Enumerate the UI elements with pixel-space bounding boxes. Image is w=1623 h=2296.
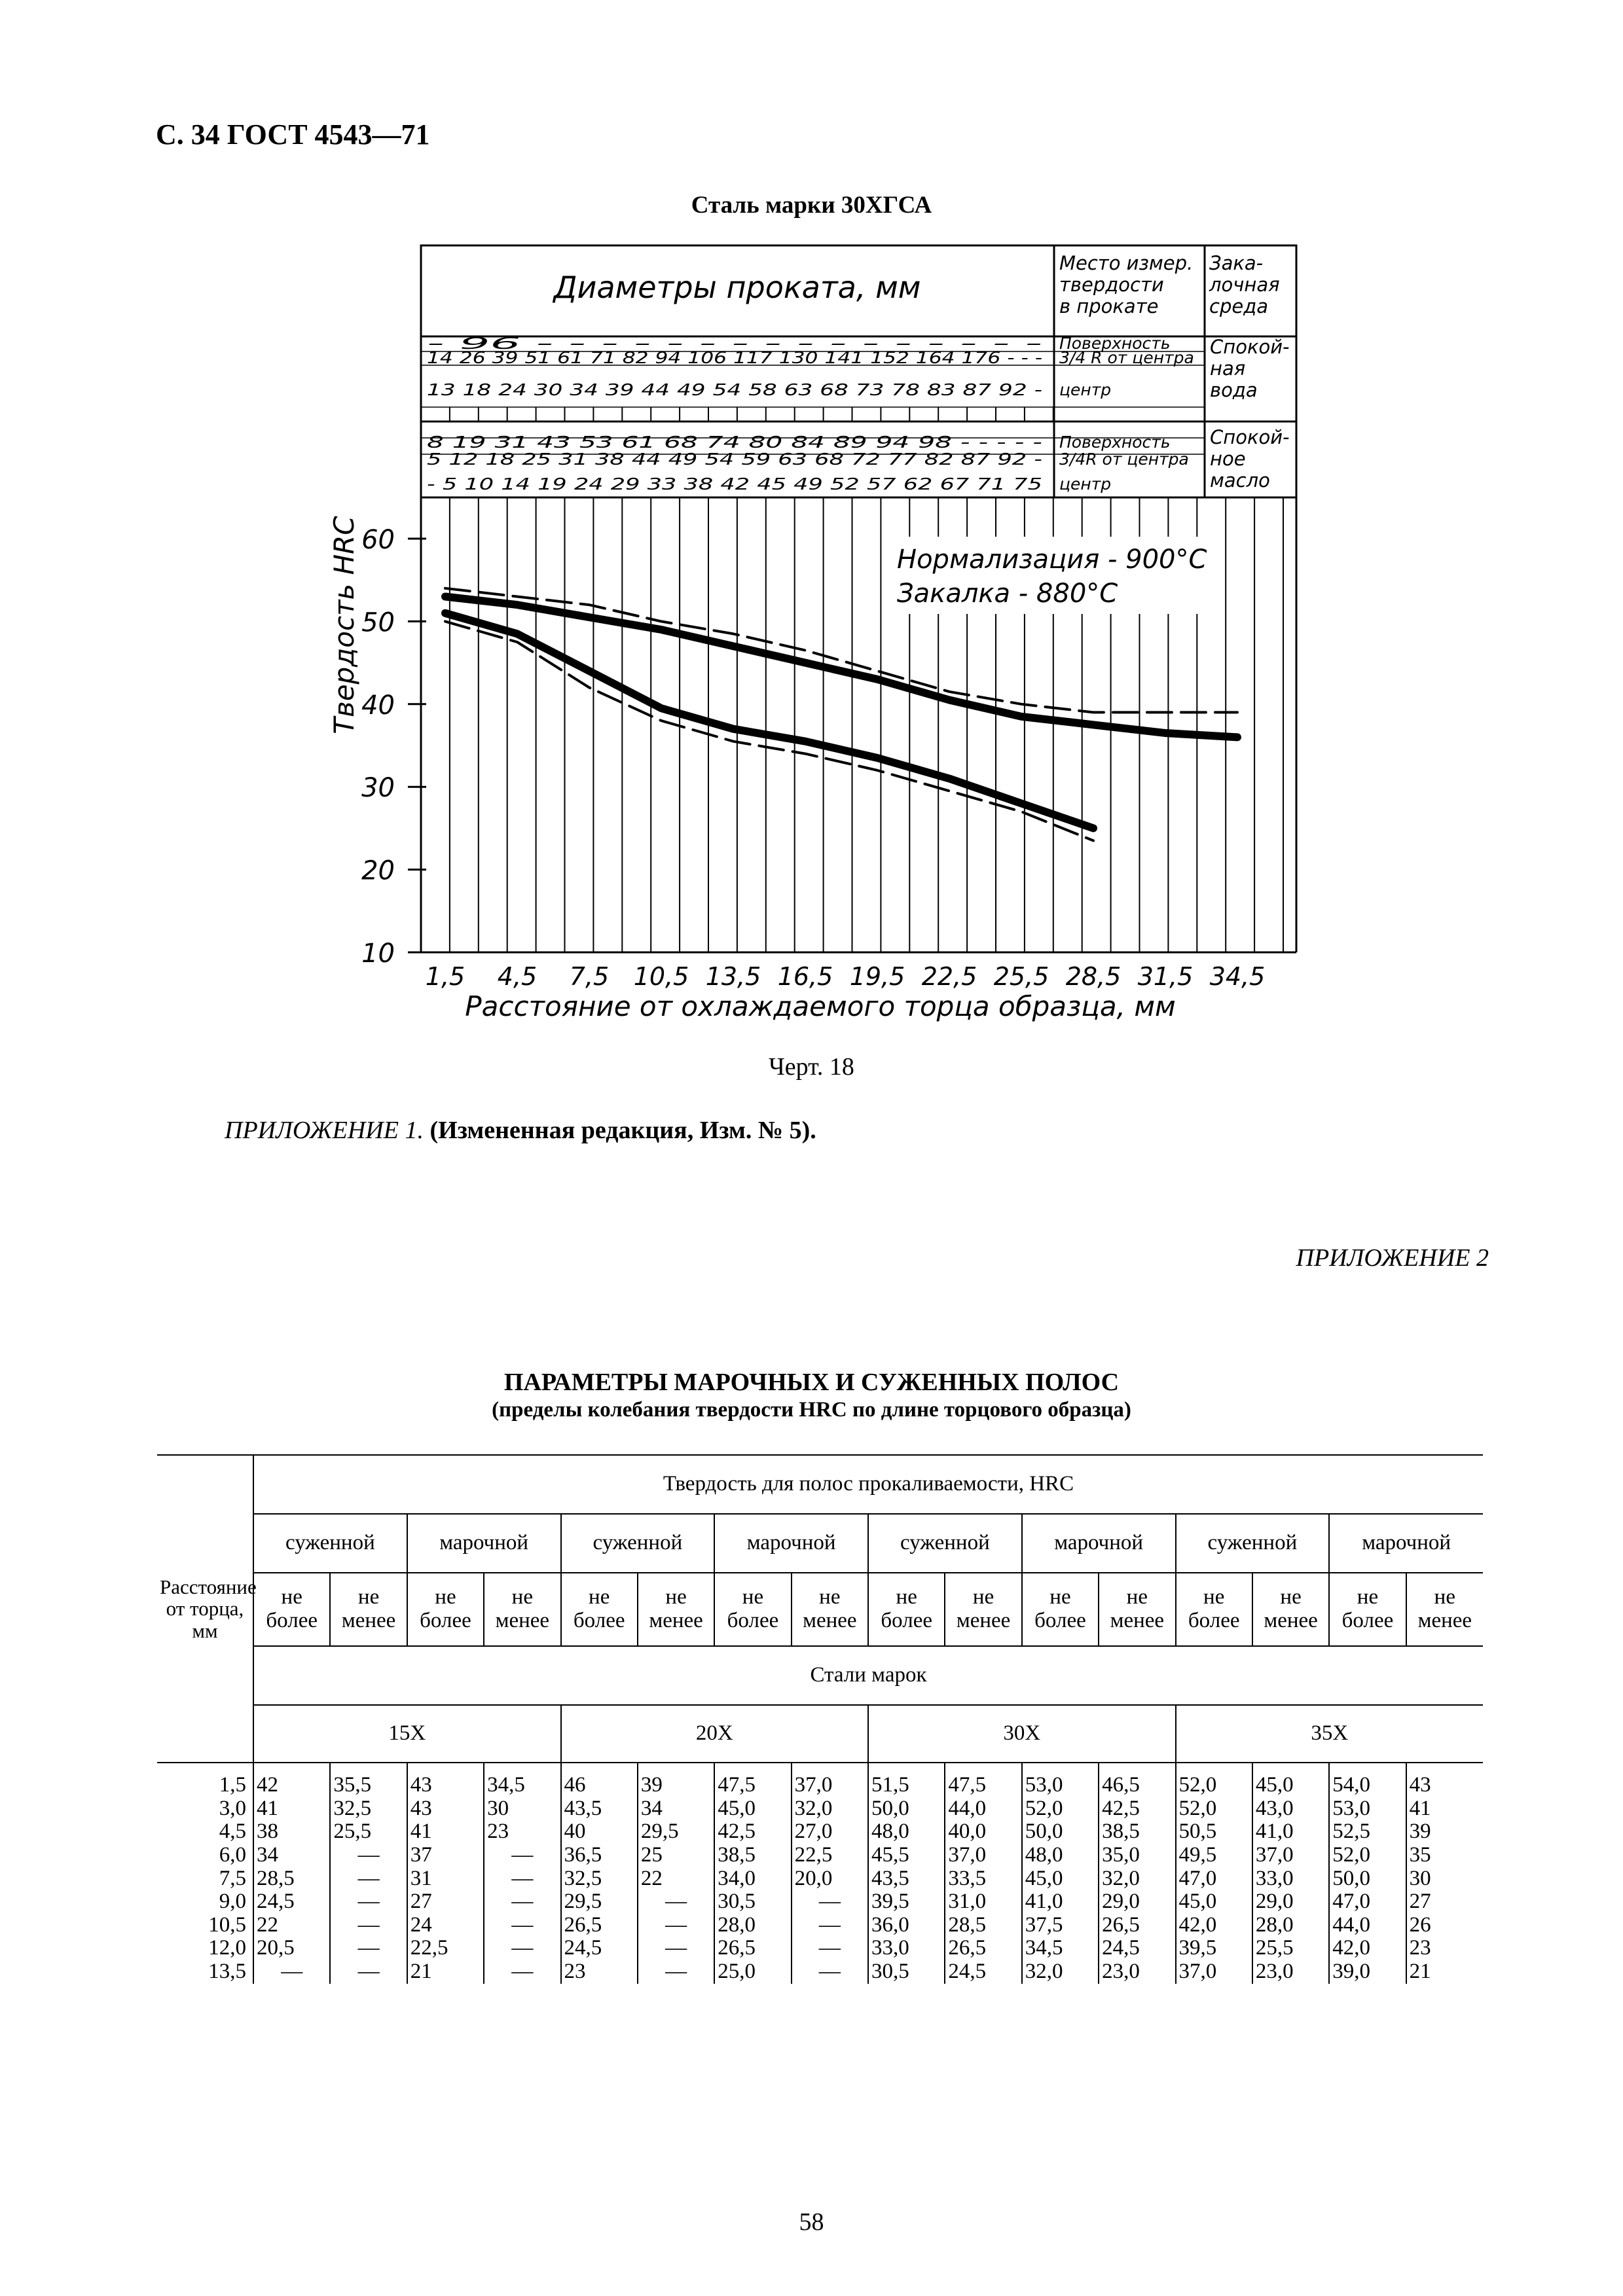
figure-caption: Черт. 18 — [769, 1053, 854, 1081]
hardness-cell: 26 — [1406, 1914, 1483, 1937]
hardness-cell: 43 — [1406, 1763, 1483, 1797]
y-tick-label: 20 — [361, 855, 395, 886]
hardness-cell: 42,5 — [1099, 1797, 1175, 1821]
hardness-cell: — — [330, 1890, 407, 1914]
limit-label: не более — [1329, 1573, 1406, 1646]
hardness-cell: 20,5 — [253, 1937, 330, 1960]
hardness-cell: 25 — [638, 1844, 714, 1867]
hardness-cell: 24,5 — [945, 1960, 1021, 1984]
appendix1-label: ПРИЛОЖЕНИЕ 1. — [225, 1117, 424, 1144]
hardness-cell: 21 — [1406, 1960, 1483, 1984]
hardness-cell: 52,0 — [1176, 1763, 1252, 1797]
diameter-row: 8 19 31 43 53 61 68 74 80 84 89 94 98 - - - - - — [427, 433, 1042, 452]
limit-label: не менее — [1099, 1573, 1175, 1646]
hardness-cell: 26,5 — [1099, 1914, 1175, 1937]
limit-label: не менее — [484, 1573, 560, 1646]
band-name: марочной — [714, 1514, 868, 1573]
hardness-cell: 23 — [561, 1960, 638, 1984]
limit-label: не менее — [945, 1573, 1021, 1646]
limit-label: не более — [407, 1573, 484, 1646]
hardness-cell: 24,5 — [1099, 1937, 1175, 1960]
hardness-cell: 27 — [1406, 1890, 1483, 1914]
hardness-cell: — — [638, 1890, 714, 1914]
steel-grade: 35Х — [1176, 1705, 1484, 1763]
hardness-cell: 45,0 — [1022, 1867, 1099, 1891]
place-label: центр — [1059, 380, 1112, 399]
medium-label: Спокой- — [1210, 336, 1290, 358]
hardness-cell: 23,0 — [1099, 1960, 1175, 1984]
hardness-cell: — — [330, 1960, 407, 1984]
x-tick-label: 16,5 — [777, 962, 833, 991]
hardness-cell: 48,0 — [1022, 1844, 1099, 1867]
hardness-cell: — — [484, 1844, 560, 1867]
hardness-cell: — — [330, 1914, 407, 1937]
hardness-cell: — — [330, 1937, 407, 1960]
table-row — [157, 1867, 1483, 1891]
hardness-cell: — — [792, 1937, 868, 1960]
y-axis-label: Твердость HRC — [328, 516, 360, 734]
hardness-cell: 44,0 — [1329, 1914, 1406, 1937]
medium-title-line: лочная — [1209, 274, 1280, 296]
hardness-cell: — — [484, 1914, 560, 1937]
limit-label: не менее — [1406, 1573, 1483, 1646]
appendix1-edit: (Измененная редакция, Изм. № 5). — [429, 1117, 816, 1144]
band-name: марочной — [407, 1514, 561, 1573]
hardness-cell: 45,0 — [1176, 1890, 1252, 1914]
hardness-chart — [0, 0, 1623, 1047]
steel-grade: 20Х — [561, 1705, 869, 1763]
distance-cell: 10,5 — [208, 1912, 246, 1937]
hardness-table — [157, 1454, 1483, 1984]
diameter-row: - 5 10 14 19 24 29 33 38 42 45 49 52 57 62 67 71 75 — [427, 475, 1042, 493]
hardness-cell: 35,5 — [330, 1763, 407, 1797]
hardness-cell: 50,0 — [868, 1797, 945, 1821]
limit-label: не более — [1176, 1573, 1252, 1646]
x-tick-label: 7,5 — [569, 962, 610, 991]
hardness-cell: 30,5 — [714, 1890, 791, 1914]
hardness-cell: — — [484, 1867, 560, 1891]
hardness-cell: 44,0 — [945, 1797, 1021, 1821]
hardness-cell: 39,5 — [1176, 1937, 1252, 1960]
hardness-cell: 26,5 — [714, 1937, 791, 1960]
hardness-cell: — — [638, 1960, 714, 1984]
place-label: 3/4R от центра — [1059, 450, 1189, 469]
hardness-cell: 29,5 — [638, 1820, 714, 1844]
table-row — [157, 1844, 1483, 1867]
x-tick-label: 13,5 — [705, 962, 761, 991]
diameter-row: 13 18 24 30 34 39 44 49 54 58 63 68 73 78 83 87 92 - — [427, 380, 1042, 399]
table-subtitle: (пределы колебания твердости HRC по длине торцового образца) — [492, 1398, 1131, 1422]
hardness-cell: 37,0 — [1176, 1960, 1252, 1984]
hardness-cell: 24,5 — [253, 1890, 330, 1914]
hardness-cell: 41 — [1406, 1797, 1483, 1821]
hardness-cell: 25,0 — [714, 1960, 791, 1984]
hardness-cell: 37 — [407, 1844, 484, 1867]
hardness-cell: 36,0 — [868, 1914, 945, 1937]
x-tick-label: 10,5 — [633, 962, 689, 991]
x-tick-label: 22,5 — [921, 962, 977, 991]
hardness-cell: 53,0 — [1022, 1763, 1099, 1797]
hardness-cell: 49,5 — [1176, 1844, 1252, 1867]
distance-cell: 7,5 — [219, 1866, 246, 1890]
place-title-line: твердости — [1059, 274, 1164, 296]
limit-label: не менее — [330, 1573, 407, 1646]
hardness-cell: 47,0 — [1329, 1890, 1406, 1914]
hardness-cell: 34,0 — [714, 1867, 791, 1891]
hardness-cell: — — [792, 1960, 868, 1984]
hardness-cell: 32,0 — [792, 1797, 868, 1821]
hardness-cell: — — [792, 1890, 868, 1914]
hardness-cell: 48,0 — [868, 1820, 945, 1844]
hardness-cell: 21 — [407, 1960, 484, 1984]
hardness-cell: 35,0 — [1099, 1844, 1175, 1867]
hardness-cell: 53,0 — [1329, 1797, 1406, 1821]
hardness-cell: 45,0 — [714, 1797, 791, 1821]
limit-label: не более — [253, 1573, 330, 1646]
limit-label: не менее — [638, 1573, 714, 1646]
hardness-cell: 43,5 — [561, 1797, 638, 1821]
hardness-cell: 43 — [407, 1797, 484, 1821]
hardness-cell: 52,5 — [1329, 1820, 1406, 1844]
hardness-cell: 24 — [407, 1914, 484, 1937]
x-tick-label: 31,5 — [1137, 962, 1194, 991]
hardness-cell: 39,0 — [1329, 1960, 1406, 1984]
table-row — [157, 1820, 1483, 1844]
hardness-cell: 42,5 — [714, 1820, 791, 1844]
hardness-cell: 38 — [253, 1820, 330, 1844]
band-name: марочной — [1329, 1514, 1483, 1573]
diameter-title: Диаметры проката, мм — [553, 270, 921, 305]
hardness-cell: 27,0 — [792, 1820, 868, 1844]
limit-label: не менее — [792, 1573, 868, 1646]
hardness-cell: 23 — [484, 1820, 560, 1844]
x-tick-label: 4,5 — [497, 962, 538, 991]
hardness-cell: 50,5 — [1176, 1820, 1252, 1844]
hardness-cell: 25,5 — [1252, 1937, 1329, 1960]
hardness-cell: 23 — [1406, 1937, 1483, 1960]
table-row — [157, 1763, 1483, 1797]
hardness-cell: — — [484, 1960, 560, 1984]
medium-label: масло — [1210, 469, 1270, 492]
steels-header: Стали марок — [253, 1646, 1483, 1705]
hardness-cell: 50,0 — [1022, 1820, 1099, 1844]
limit-label: не менее — [1252, 1573, 1329, 1646]
hardness-cell: 27 — [407, 1890, 484, 1914]
table-row — [157, 1960, 1483, 1984]
x-tick-label: 1,5 — [425, 962, 465, 991]
hardness-cell: 29,0 — [1252, 1890, 1329, 1914]
y-tick-label: 40 — [361, 690, 395, 721]
hardness-cell: 37,5 — [1022, 1914, 1099, 1937]
hardness-cell: 37,0 — [1252, 1844, 1329, 1867]
hardness-cell: 42,0 — [1329, 1937, 1406, 1960]
hardness-cell: 43,5 — [868, 1867, 945, 1891]
medium-label: вода — [1210, 379, 1258, 401]
x-tick-label: 19,5 — [849, 962, 905, 991]
y-tick-label: 10 — [361, 939, 395, 969]
hardness-cell: 43 — [407, 1763, 484, 1797]
place-label: центр — [1059, 475, 1112, 493]
table-row — [157, 1937, 1483, 1960]
hardness-cell: 39,5 — [868, 1890, 945, 1914]
annotation-normalization: Нормализация - 900°С — [897, 545, 1207, 575]
hardness-cell: 37,0 — [945, 1844, 1021, 1867]
hardness-cell: 47,0 — [1176, 1867, 1252, 1891]
hardness-cell: 36,5 — [561, 1844, 638, 1867]
chart-title: Сталь марки 30ХГСА — [691, 192, 932, 219]
hardness-cell: 22,5 — [792, 1844, 868, 1867]
steel-grade: 15Х — [253, 1705, 561, 1763]
medium-label: Спокой- — [1210, 426, 1290, 448]
diameter-row: 14 26 39 51 61 71 82 94 106 117 130 141 152 164 176 - - - — [427, 348, 1042, 367]
hardness-cell: 34 — [253, 1844, 330, 1867]
hardness-cell: 47,5 — [945, 1763, 1021, 1797]
hardness-cell: 35 — [1406, 1844, 1483, 1867]
hardness-cell: 28,0 — [714, 1914, 791, 1937]
hardness-cell: 26,5 — [945, 1937, 1021, 1960]
hardness-cell: 33,5 — [945, 1867, 1021, 1891]
hardness-cell: 37,0 — [792, 1763, 868, 1797]
place-label: 3/4 R от центра — [1059, 348, 1194, 367]
hardness-cell: — — [484, 1890, 560, 1914]
hardness-cell: 38,5 — [714, 1844, 791, 1867]
medium-label: ное — [1210, 448, 1246, 470]
distance-cell: 4,5 — [219, 1820, 246, 1844]
hardness-cell: 34,5 — [484, 1763, 560, 1797]
hardness-cell: 41 — [407, 1820, 484, 1844]
distance-cell: 13,5 — [208, 1960, 246, 1983]
y-tick-label: 50 — [361, 607, 395, 638]
band-name: суженной — [868, 1514, 1022, 1573]
hardness-cell: 47,5 — [714, 1763, 791, 1797]
hardness-cell: 28,5 — [253, 1867, 330, 1891]
hardness-cell: 45,0 — [1252, 1763, 1329, 1797]
x-tick-label: 25,5 — [993, 962, 1049, 991]
hardness-cell: — — [792, 1914, 868, 1937]
band-name: суженной — [253, 1514, 407, 1573]
hardness-cell: 40 — [561, 1820, 638, 1844]
hardness-cell: — — [638, 1914, 714, 1937]
distance-cell: 3,0 — [219, 1796, 246, 1820]
hardness-cell: — — [638, 1937, 714, 1960]
hardness-cell: 34,5 — [1022, 1937, 1099, 1960]
hardness-cell: 30 — [1406, 1867, 1483, 1891]
hardness-cell: 26,5 — [561, 1914, 638, 1937]
diameter-row: - 96 - - - - - - - - - - - - - - - - — [427, 334, 1042, 353]
x-tick-label: 34,5 — [1209, 962, 1266, 991]
band-name: суженной — [1176, 1514, 1330, 1573]
band-name: марочной — [1022, 1514, 1176, 1573]
hardness-cell: — — [484, 1937, 560, 1960]
hardness-cell: 41,0 — [1022, 1890, 1099, 1914]
hardness-cell: 30,5 — [868, 1960, 945, 1984]
hardness-header: Твердость для полос прокаливаемости, HRC — [253, 1455, 1483, 1514]
steel-grade: 30Х — [868, 1705, 1176, 1763]
hardness-cell: 25,5 — [330, 1820, 407, 1844]
place-label: Поверхность — [1059, 433, 1171, 452]
table-row — [157, 1914, 1483, 1937]
place-title-line: в прокате — [1059, 295, 1159, 317]
hardness-cell: 43,0 — [1252, 1797, 1329, 1821]
distance-cell: 6,0 — [219, 1842, 246, 1867]
limit-label: не более — [714, 1573, 791, 1646]
hardness-cell: 29,0 — [1099, 1890, 1175, 1914]
x-axis-label: Расстояние от охлаждаемого торца образца, мм — [465, 990, 1176, 1022]
hardness-cell: 42 — [253, 1763, 330, 1797]
hardness-cell: 40,0 — [945, 1820, 1021, 1844]
hardness-cell: 29,5 — [561, 1890, 638, 1914]
hardness-cell: 54,0 — [1329, 1763, 1406, 1797]
distance-cell: 1,5 — [157, 1763, 253, 1797]
band-name: суженной — [561, 1514, 715, 1573]
medium-title-line: Зака- — [1209, 252, 1264, 274]
hardness-cell: 50,0 — [1329, 1867, 1406, 1891]
hardness-cell: 28,5 — [945, 1914, 1021, 1937]
hardness-cell: 22,5 — [407, 1937, 484, 1960]
medium-label: ная — [1210, 357, 1246, 380]
limit-label: не более — [868, 1573, 945, 1646]
hardness-cell: 32,5 — [561, 1867, 638, 1891]
limit-label: не более — [561, 1573, 638, 1646]
hardness-cell: 39 — [1406, 1820, 1483, 1844]
y-tick-label: 60 — [361, 525, 395, 555]
hardness-cell: 52,0 — [1022, 1797, 1099, 1821]
hardness-cell: 33,0 — [868, 1937, 945, 1960]
hardness-cell: 20,0 — [792, 1867, 868, 1891]
place-label: Поверхность — [1059, 334, 1171, 353]
appendix2-label: ПРИЛОЖЕНИЕ 2 — [1296, 1244, 1489, 1272]
distance-cell: 9,0 — [219, 1890, 246, 1914]
hardness-cell: — — [330, 1844, 407, 1867]
hardness-cell: 24,5 — [561, 1937, 638, 1960]
page-number: 58 — [799, 2208, 824, 2236]
hardness-cell: 52,0 — [1329, 1844, 1406, 1867]
diameter-row: 5 12 18 25 31 38 44 49 54 59 63 68 72 77 82 87 92 - — [427, 450, 1042, 469]
hardness-cell: 41 — [253, 1797, 330, 1821]
hardness-cell: 28,0 — [1252, 1914, 1329, 1937]
place-title-line: Место измер. — [1059, 252, 1194, 274]
hardness-cell: 39 — [638, 1763, 714, 1797]
distance-cell: 12,0 — [208, 1936, 246, 1960]
table-title: ПАРАМЕТРЫ МАРОЧНЫХ И СУЖЕННЫХ ПОЛОС — [503, 1369, 1120, 1396]
hardness-cell: 30 — [484, 1797, 560, 1821]
row-header: Расстояние от торца, мм — [157, 1455, 253, 1763]
hardness-cell: 41,0 — [1252, 1820, 1329, 1844]
hardness-cell: 22 — [253, 1914, 330, 1937]
hardness-cell: 32,5 — [330, 1797, 407, 1821]
appendix1-note — [225, 1116, 816, 1145]
page-header: С. 34 ГОСТ 4543—71 — [156, 118, 430, 151]
hardness-cell: 33,0 — [1252, 1867, 1329, 1891]
hardness-cell: — — [330, 1867, 407, 1891]
hardness-cell: 46,5 — [1099, 1763, 1175, 1797]
table-row — [157, 1890, 1483, 1914]
y-tick-label: 30 — [361, 773, 395, 804]
hardness-cell: 46 — [561, 1763, 638, 1797]
limit-label: не более — [1022, 1573, 1099, 1646]
hardness-cell: 34 — [638, 1797, 714, 1821]
hardness-cell: 42,0 — [1176, 1914, 1252, 1937]
x-tick-label: 28,5 — [1065, 962, 1122, 991]
medium-title-line: среда — [1209, 295, 1269, 317]
hardness-cell: 51,5 — [868, 1763, 945, 1797]
hardness-cell: 22 — [638, 1867, 714, 1891]
hardness-cell: 45,5 — [868, 1844, 945, 1867]
hardness-cell: 32,0 — [1099, 1867, 1175, 1891]
hardness-cell: 32,0 — [1022, 1960, 1099, 1984]
hardness-cell: 23,0 — [1252, 1960, 1329, 1984]
hardness-cell: 31,0 — [945, 1890, 1021, 1914]
hardness-cell: 31 — [407, 1867, 484, 1891]
hardness-cell: 52,0 — [1176, 1797, 1252, 1821]
hardness-cell: — — [253, 1960, 330, 1984]
hardness-cell: 38,5 — [1099, 1820, 1175, 1844]
table-row — [157, 1797, 1483, 1821]
annotation-quench: Закалка - 880°С — [897, 579, 1118, 609]
